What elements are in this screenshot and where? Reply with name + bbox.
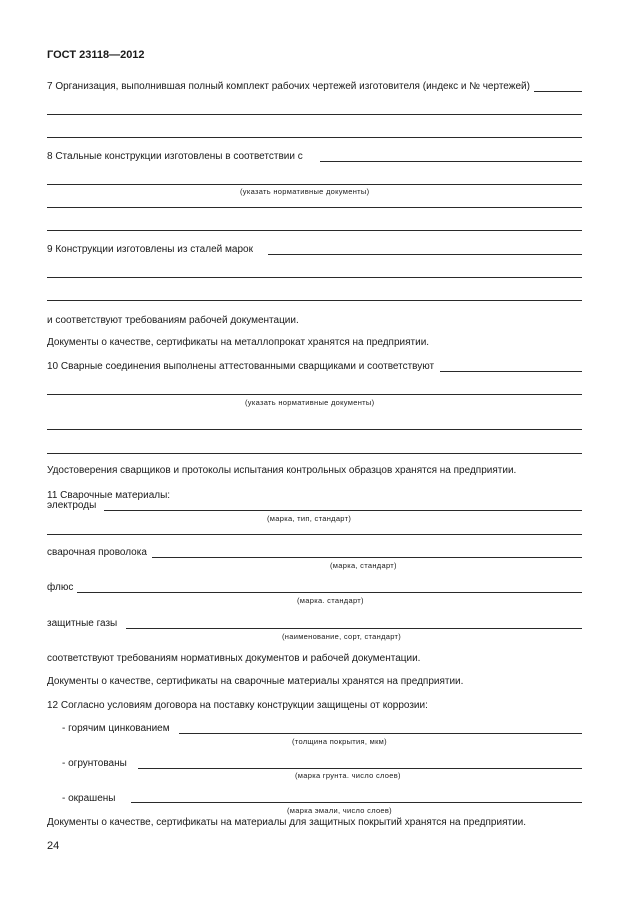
item-10-blank-line-2[interactable] [47,429,582,430]
wire-fill-line[interactable] [152,557,582,558]
item-12-docs-text: Документы о качестве, сертификаты на материалы для защитных покрытий хранятся на предприятии. [47,817,527,828]
painted-label: - окрашены [62,793,116,804]
electrodes-blank-line[interactable] [47,534,582,535]
page-number: 24 [47,840,60,852]
hot-dip-label: - горячим цинкованием [62,723,170,734]
item-9-label: 9 Конструкции изготовлены из сталей марок [47,244,253,255]
item-8-label: 8 Стальные конструкции изготовлены в соответствии с [47,151,303,162]
primed-label: - огрунтованы [62,758,127,769]
item-7-blank-line-1[interactable] [47,114,582,115]
gases-label: защитные газы [47,618,118,629]
item-8-fill-line[interactable] [320,161,582,162]
flux-label: флюс [47,582,74,593]
electrodes-caption: (марка, тип, стандарт) [267,514,352,523]
item-9-blank-line-1[interactable] [47,277,582,278]
wire-label: сварочная проволока [47,547,147,558]
item-8-caption: (указать нормативные документы) [240,187,370,196]
item-11-comply-text: соответствуют требованиям нормативных документов и рабочей документации. [47,653,421,664]
gases-caption: (наименование, сорт, стандарт) [282,632,402,641]
painted-fill-line[interactable] [131,802,582,803]
electrodes-fill-line[interactable] [104,510,582,511]
flux-fill-line[interactable] [77,592,582,593]
item-12-title: 12 Согласно условиям договора на поставку конструкции защищены от коррозии: [47,700,428,711]
flux-caption: (марка. стандарт) [297,596,364,605]
item-7-label: 7 Организация, выполнившая полный комплект рабочих чертежей изготовителя (индекс и № чертежей) [47,81,530,92]
item-10-label: 10 Сварные соединения выполнены аттестованными сварщиками и соответствуют [47,361,435,372]
item-10-certs-text: Удостоверения сварщиков и протоколы испытания контрольных образцов хранятся на предприятии. [47,465,517,476]
item-8-blank-line-2[interactable] [47,207,582,208]
painted-caption: (марка эмали, число слоев) [287,806,392,815]
primed-fill-line[interactable] [138,768,582,769]
item-8-blank-line-1[interactable] [47,184,582,185]
item-7-blank-line-2[interactable] [47,137,582,138]
wire-caption: (марка, стандарт) [330,561,397,570]
item-9-fill-line[interactable] [268,254,582,255]
item-7-fill-line[interactable] [534,91,582,92]
primed-caption: (марка грунта. число слоев) [295,771,401,780]
hot-dip-caption: (толщина покрытия, мкм) [292,737,387,746]
item-8-blank-line-3[interactable] [47,230,582,231]
item-11-title: 11 Сварочные материалы: [47,490,171,501]
item-10-blank-line-1[interactable] [47,394,582,395]
hot-dip-fill-line[interactable] [179,733,582,734]
electrodes-label: электроды [47,500,97,511]
item-10-caption: (указать нормативные документы) [245,398,375,407]
item-9-comply-text: и соответствуют требованиям рабочей документации. [47,315,299,326]
item-10-blank-line-3[interactable] [47,453,582,454]
item-9-blank-line-2[interactable] [47,300,582,301]
item-10-fill-line[interactable] [440,371,582,372]
gases-fill-line[interactable] [126,628,582,629]
item-11-docs-text: Документы о качестве, сертификаты на сварочные материалы хранятся на предприятии. [47,676,464,687]
standard-header: ГОСТ 23118—2012 [47,49,145,61]
item-9-docs-text: Документы о качестве, сертификаты на металлопрокат хранятся на предприятии. [47,337,430,348]
